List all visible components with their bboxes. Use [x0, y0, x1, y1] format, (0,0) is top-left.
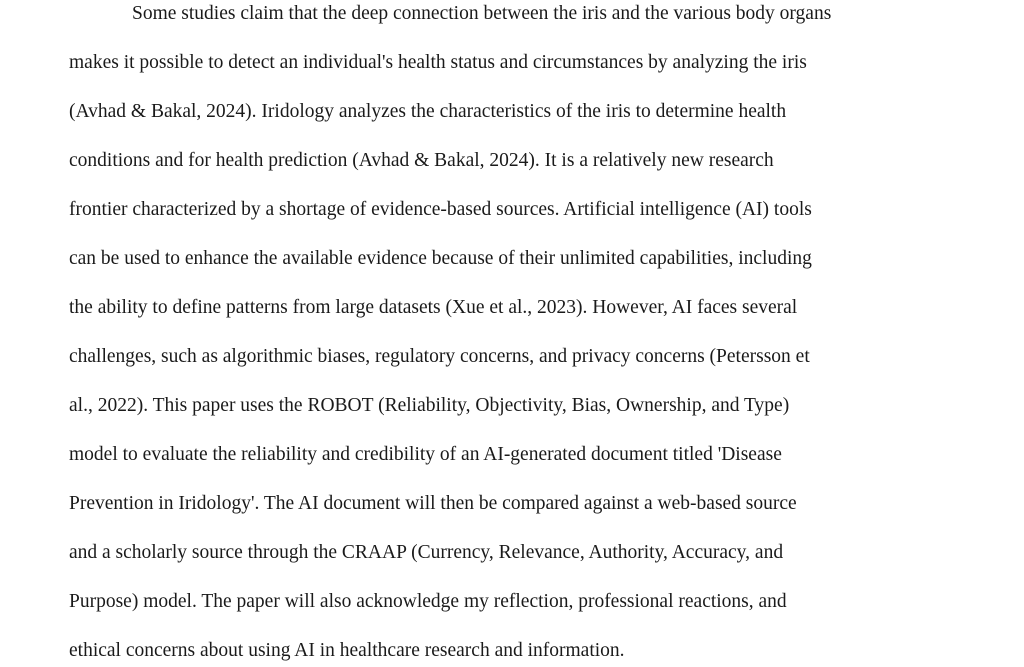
paragraph-line: and a scholarly source through the CRAAP (Currency, Relevance, Authority, Accuracy, and	[69, 542, 784, 563]
paragraph-line: the ability to define patterns from large datasets (Xue et al., 2023). However, AI faces several	[69, 297, 798, 318]
paragraph-line: model to evaluate the reliability and credibility of an AI-generated document titled 'Disease	[69, 444, 782, 465]
paragraph-line: can be used to enhance the available evidence because of their unlimited capabilities, including	[69, 248, 812, 269]
paragraph-line: challenges, such as algorithmic biases, regulatory concerns, and privacy concerns (Petersson et	[69, 346, 810, 367]
paragraph-line: frontier characterized by a shortage of evidence-based sources. Artificial intelligence (AI) tools	[69, 199, 812, 220]
paragraph-line: conditions and for health prediction (Avhad & Bakal, 2024). It is a relatively new research	[69, 150, 774, 171]
paragraph-line: Prevention in Iridology'. The AI document will then be compared against a web-based source	[69, 493, 797, 514]
paragraph-line: al., 2022). This paper uses the ROBOT (Reliability, Objectivity, Bias, Ownership, and Type)	[69, 395, 790, 416]
paragraph-line: (Avhad & Bakal, 2024). Iridology analyzes the characteristics of the iris to determine health	[69, 101, 787, 122]
paragraph-line: Some studies claim that the deep connection between the iris and the various body organs	[132, 3, 832, 24]
paragraph-line: ethical concerns about using AI in healthcare research and information.	[69, 640, 625, 661]
paragraph-line: Purpose) model. The paper will also acknowledge my reflection, professional reactions, and	[69, 591, 787, 612]
paragraph-line: makes it possible to detect an individual's health status and circumstances by analyzing the iris	[69, 52, 807, 73]
